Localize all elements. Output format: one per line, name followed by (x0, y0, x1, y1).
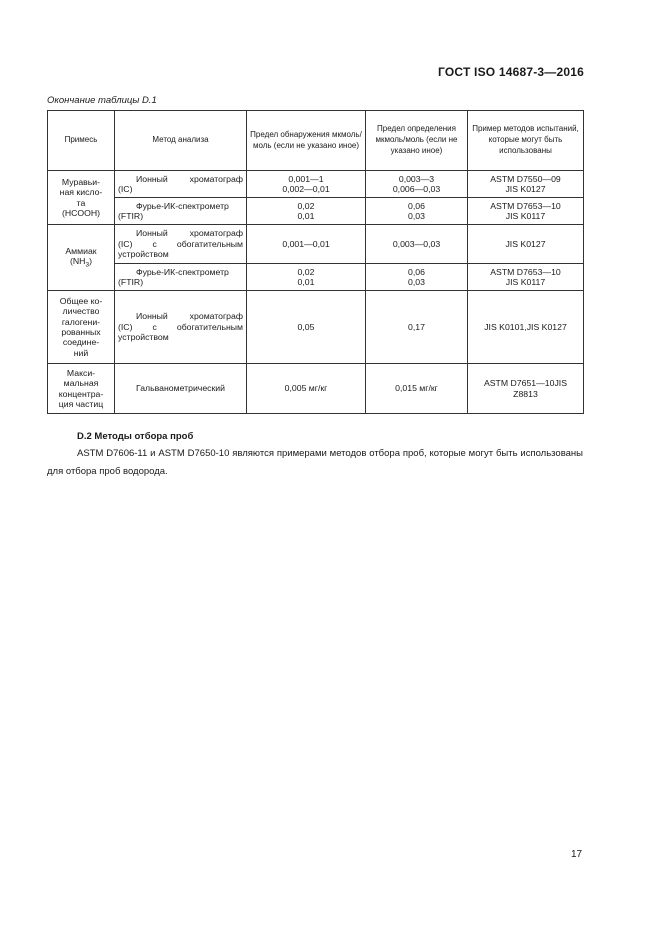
quantification-cell: 0,17 (366, 291, 468, 364)
quantification-cell: 0,015 мг/кг (366, 364, 468, 414)
method-cell: Фурье-ИК-спектрометр (FTIR) (115, 264, 247, 291)
page-number: 17 (571, 849, 583, 860)
header-test-methods: Пример методов испытаний, которые могут быть использованы (468, 111, 584, 171)
substance-particle-concentration: Макси- мальная концентра- ция частиц (48, 364, 115, 414)
detection-cell: 0,05 (247, 291, 366, 364)
detection-cell: 0,001—0,01 (247, 225, 366, 264)
table-row (48, 291, 584, 364)
analysis-methods-table (47, 110, 584, 414)
section-title: D.2 Методы отбора проб (77, 431, 194, 442)
table-row (48, 225, 584, 264)
paragraph: ASTM D7606-11 и ASTM D7650-10 являются примерами методов отбора проб, которые могут быть использованы для отбора проб водорода. (47, 448, 583, 477)
method-cell: Фурье-ИК-спектрометр (FTIR) (115, 198, 247, 225)
test-method-cell: JIS K0101,JIS K0127 (468, 291, 584, 364)
header-substance: Примесь (48, 111, 115, 171)
quantification-cell: 0,06 0,03 (366, 264, 468, 291)
table-caption: Окончание таблицы D.1 (47, 95, 157, 106)
quantification-cell: 0,003—0,03 (366, 225, 468, 264)
substance-formic-acid: Муравьи- ная кисло- та (HCOOH) (48, 171, 115, 225)
test-method-cell: ASTM D7651—10JIS Z8813 (468, 364, 584, 414)
detection-cell: 0,02 0,01 (247, 264, 366, 291)
table-header-row (48, 111, 584, 171)
table-row (48, 264, 584, 291)
section-body (47, 445, 583, 481)
quantification-cell: 0,06 0,03 (366, 198, 468, 225)
quantification-cell: 0,003—3 0,006—0,03 (366, 171, 468, 198)
method-cell: Ионный хроматограф (IC) с обогатительным устройством (115, 291, 247, 364)
table-row (48, 364, 584, 414)
header-method: Метод анализа (115, 111, 247, 171)
detection-cell: 0,02 0,01 (247, 198, 366, 225)
method-cell: Ионный хроматограф (IC) с обогатительным устройством (115, 225, 247, 264)
detection-cell: 0,001—1 0,002—0,01 (247, 171, 366, 198)
substance-halogenated-compounds: Общее ко- личество галогени- рованных соедине- ний (48, 291, 115, 364)
test-method-cell: ASTM D7653—10 JIS K0117 (468, 198, 584, 225)
header-quantification-limit: Предел определения мкмоль/моль (если не указано иное) (366, 111, 468, 171)
method-cell: Ионный хроматограф (IC) (115, 171, 247, 198)
method-cell: Гальванометрический (115, 364, 247, 414)
document-code: ГОСТ ISO 14687-3—2016 (438, 65, 584, 79)
detection-cell: 0,005 мг/кг (247, 364, 366, 414)
substance-ammonia: Аммиак $(NH_3)$ (48, 225, 115, 291)
test-method-cell: ASTM D7550—09 JIS K0127 (468, 171, 584, 198)
test-method-cell: ASTM D7653—10 JIS K0117 (468, 264, 584, 291)
table-row (48, 198, 584, 225)
header-detection-limit: Предел обнаружения мкмоль/моль (если не указано иное) (247, 111, 366, 171)
test-method-cell: JIS K0127 (468, 225, 584, 264)
table-row (48, 171, 584, 198)
